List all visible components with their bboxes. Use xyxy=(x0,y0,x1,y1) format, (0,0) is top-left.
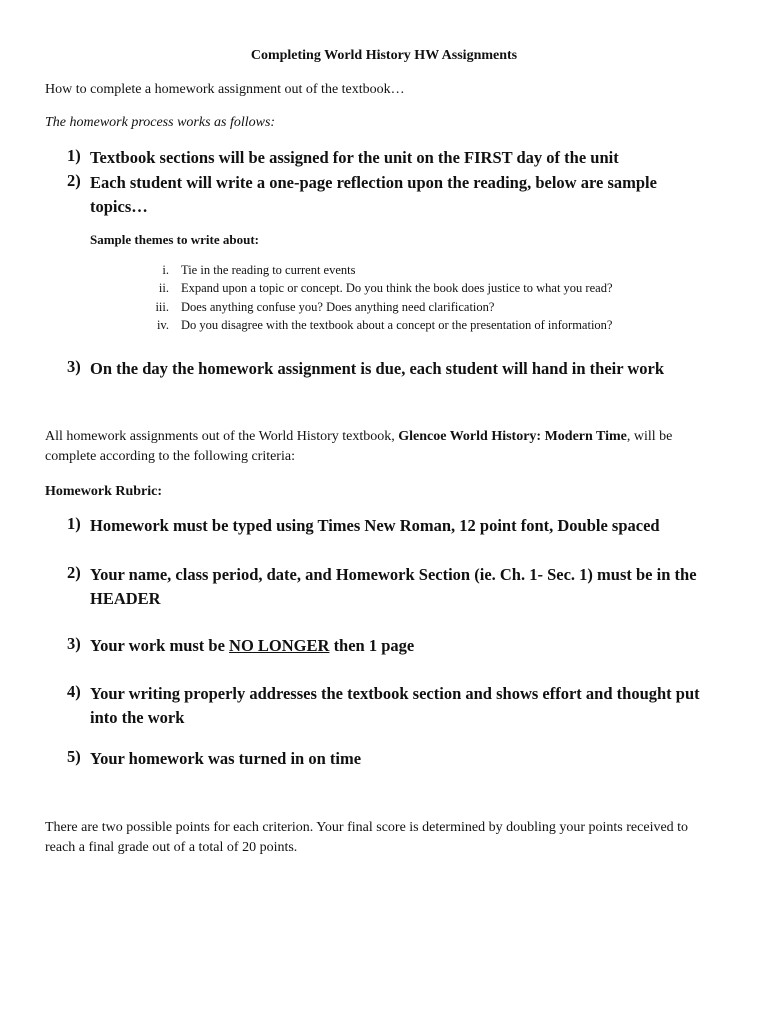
rubric-1-text: Homework must be typed using Times New Roman, 12 point font, Double spaced xyxy=(90,516,660,535)
intro-text: How to complete a homework assignment out of the textbook… xyxy=(45,82,405,97)
criteria-text-before: All homework assignments out of the World History textbook, xyxy=(45,429,399,444)
process-step-1-number: 1) xyxy=(67,146,81,165)
rubric-3-after: then 1 page xyxy=(329,636,415,655)
process-step-3-text: On the day the homework assignment is due, each student will hand in their work xyxy=(90,359,665,378)
process-step-3-number: 3) xyxy=(67,357,81,376)
document-title: Completing World History HW Assignments xyxy=(250,48,518,63)
rubric-5-text: Your homework was turned in on time xyxy=(90,749,362,768)
theme-4-number: iv. xyxy=(156,318,169,332)
theme-3-text: Does anything confuse you? Does anything need clarification? xyxy=(181,300,495,314)
textbook-title: Glencoe World History: Modern Time xyxy=(398,429,627,444)
theme-1-text: Tie in the reading to current events xyxy=(181,263,356,277)
rubric-3-underlined: NO LONGER xyxy=(229,636,330,655)
theme-1-number: i. xyxy=(162,263,169,277)
process-step-2-text: Each student will write a one-page reflection upon the reading, below are sample topics… xyxy=(90,173,657,216)
rubric-4-text: Your writing properly addresses the textbook section and shows effort and thought put into the work xyxy=(90,684,700,727)
rubric-heading: Homework Rubric: xyxy=(45,484,163,499)
rubric-2-text: Your name, class period, date, and Homework Section (ie. Ch. 1- Sec. 1) must be in the HEADER xyxy=(90,565,697,608)
closing-paragraph: There are two possible points for each criterion. Your final score is determined by doubling your points received to reach a final grade out of a total of 20 points. xyxy=(45,820,689,855)
rubric-3-number: 3) xyxy=(67,634,81,653)
rubric-2-number: 2) xyxy=(67,563,81,582)
rubric-3-before: Your work must be xyxy=(90,636,230,655)
theme-2-number: ii. xyxy=(158,281,169,295)
criteria-text-after: , will be complete according to the following criteria: xyxy=(45,429,673,464)
theme-3-number: iii. xyxy=(155,300,169,314)
rubric-5-number: 5) xyxy=(67,747,81,766)
rubric-1-number: 1) xyxy=(67,514,81,533)
rubric-3-text xyxy=(90,634,720,658)
rubric-4-number: 4) xyxy=(67,682,81,701)
process-step-2-number: 2) xyxy=(67,171,81,190)
process-step-1-text: Textbook sections will be assigned for the unit on the FIRST day of the unit xyxy=(90,148,619,167)
themes-heading: Sample themes to write about: xyxy=(90,232,259,247)
theme-2-text: Expand upon a topic or concept. Do you think the book does justice to what you read? xyxy=(181,281,613,295)
theme-4-text: Do you disagree with the textbook about a concept or the presentation of information? xyxy=(181,318,613,332)
criteria-paragraph xyxy=(45,427,720,467)
process-heading: The homework process works as follows: xyxy=(45,115,276,130)
